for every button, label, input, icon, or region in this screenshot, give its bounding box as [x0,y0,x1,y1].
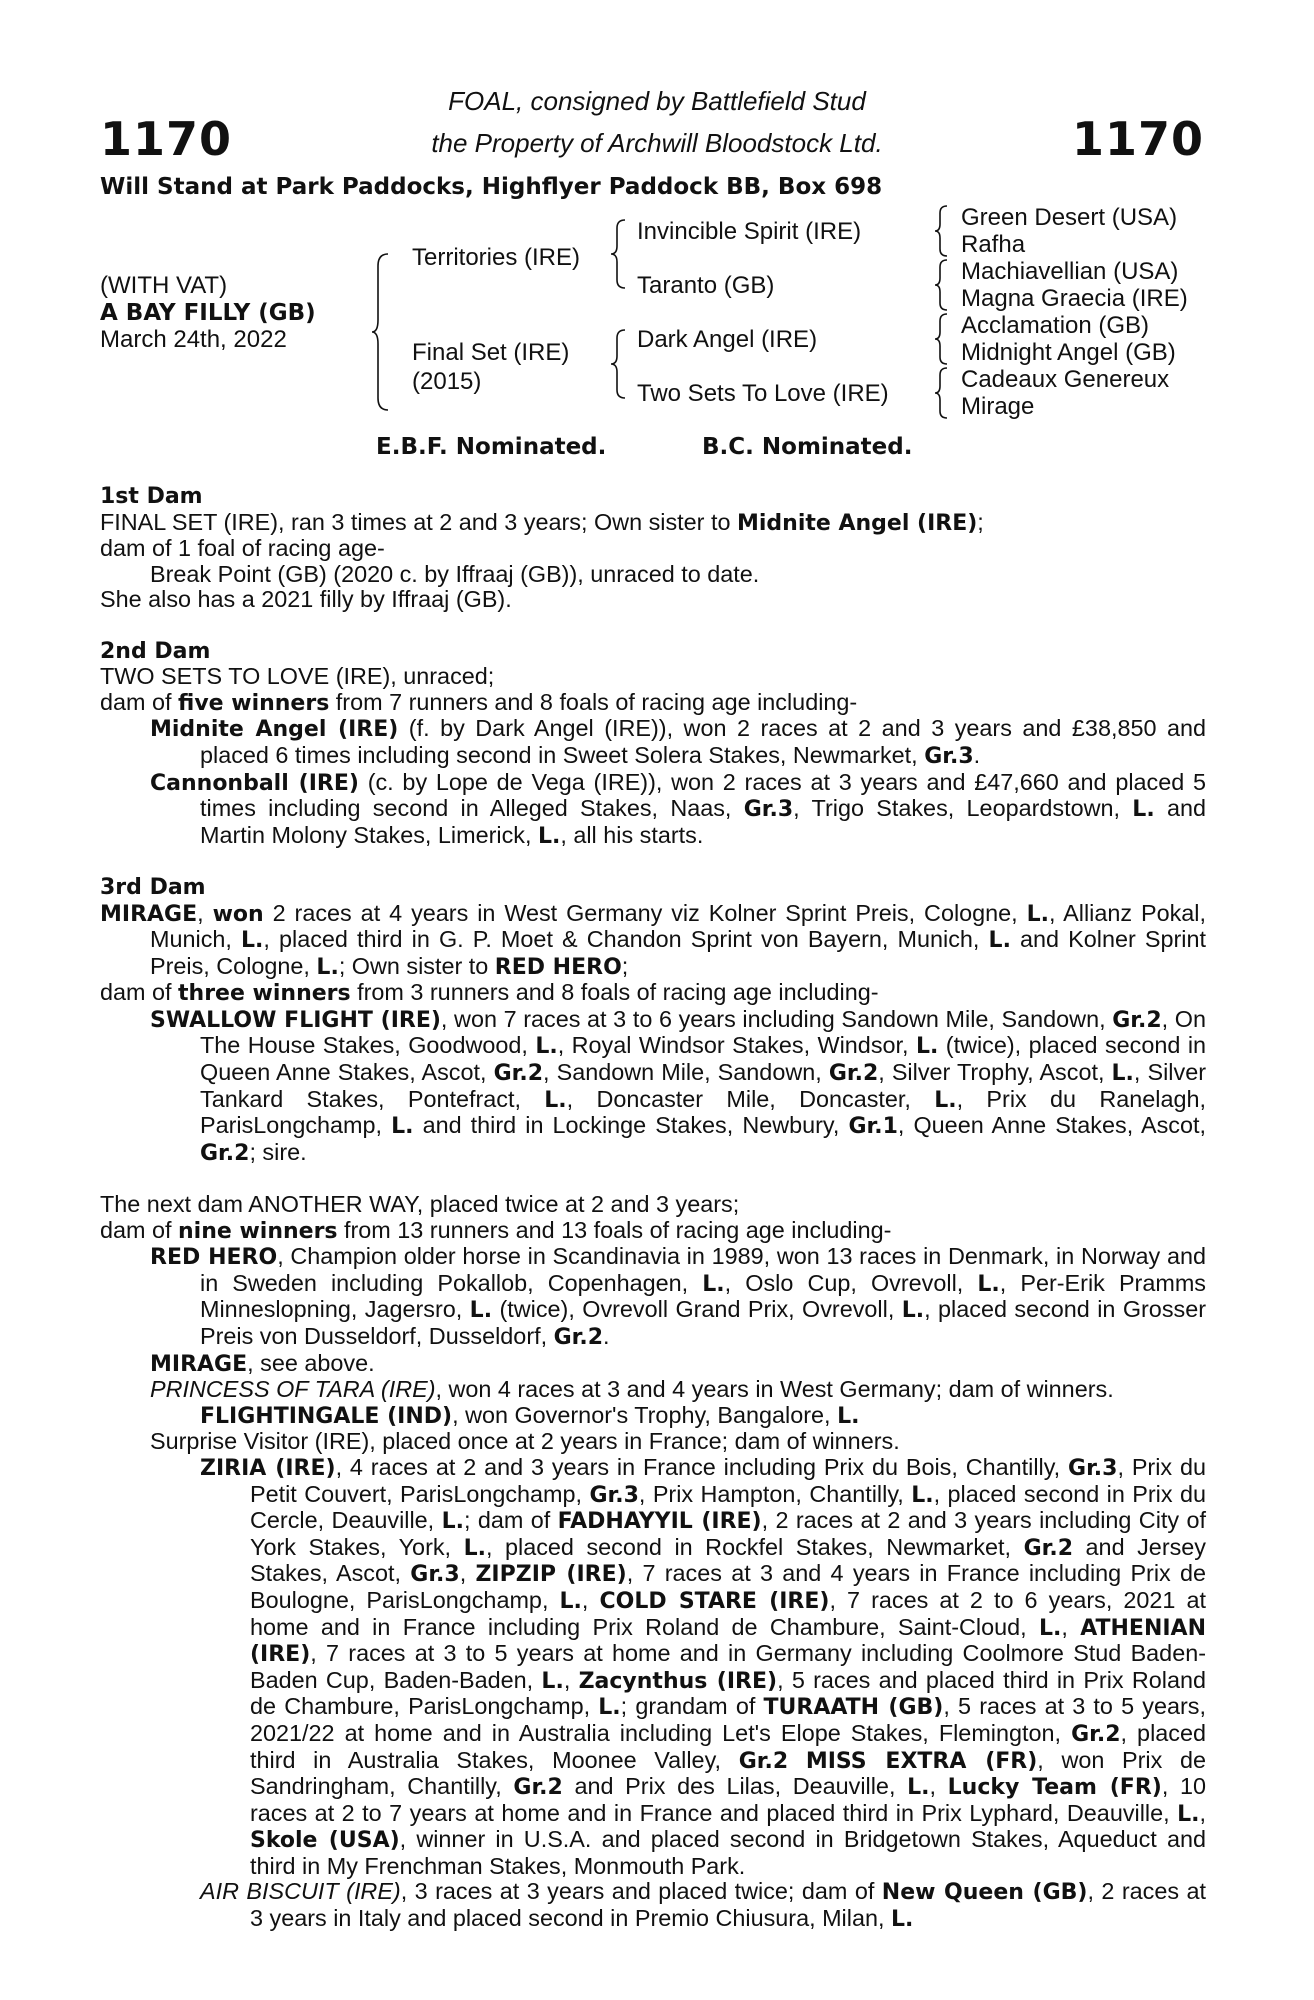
consignor-line-2: the Property of Archwill Bloodstock Ltd. [431,128,883,158]
ebf-nomination: E.B.F. Nominated. [376,434,607,460]
pedigree-sire: Territories (IRE) [412,244,581,271]
pedigree-g3-6: Midnight Angel (GB) [961,339,1176,366]
lot-number-left: 1170 [100,112,233,166]
bc-nomination: B.C. Nominated. [702,434,913,460]
pedigree-sire-sire: Invincible Spirit (IRE) [637,218,862,245]
stand-location: Will Stand at Park Paddocks, Highflyer Paddock BB, Box 698 [100,174,883,200]
family-text: 1st Dam FINAL SET (IRE), ran 3 times at 2 and 3 years; Own sister to Midnite Angel (IRE); dam of 1 foal of racing age- Break Point (GB) (2020 c. by Iffraaj (GB)), unraced to date. She also has a 2021 filly by Iffraaj (GB). 2nd Dam TWO SETS TO LOVE (IRE), unraced; dam of five winners from 7 runners and 8 foals of racing age including- Midnite Angel (IRE) (f. by Dark Angel (IRE)), won 2 races at 2 and 3 years and £38,850 and placed 6 times including second in Sweet Solera Stakes, Newmarket, Gr.3. Cannonball (IRE) (c. by Lope de Vega (IRE)), won 2 races at 3 years and £47,660 and placed 5 times including second in Alleged Stakes, Naas, Gr.3, Trigo Stakes, Leopardstown, L. and Martin Molony Stakes, Limerick, L., all his starts. 3rd Dam MIRAGE, won 2 races at 4 years in West Germany viz Kolner Sprint Preis, Cologne, L., Allianz Pokal, Munich, L., placed third in G. P. Moet & Chandon Sprint von Bayern, Munich, L. and Kolner Sprint Preis, Cologne, L.; Own sister to RED HERO; dam of three winners from 3 runners and 8 foals of racing age including- SWALLOW FLIGHT (IRE), won 7 races at 3 to 6 years including Sandown Mile, Sandown, Gr.2, On The House Stakes, Goodwood, L., Royal Windsor Stakes, Windsor, L. (twice), placed second in Queen Anne Stakes, Ascot, Gr.2, Sandown Mile, Sandown, Gr.2, Silver Trophy, Ascot, L., Silver Tankard Stakes, Pontefract, L., Doncaster Mile, Doncaster, L., Prix du Ranelagh, ParisLongchamp, L. and third in Lockinge Stakes, Newbury, Gr.1, Queen Anne Stakes, Ascot, Gr.2; sire. The next dam ANOTHER WAY, placed twice at 2 and 3 years; dam of nine winners from 13 runners and 13 foals of racing age including- RED HERO, Champion older horse in Scandinavia in 1989, won 13 races in Denmark, in Norway and in Sweden including Pokallob, Copenhagen, L., Oslo Cup, Ovrevoll, L., Per-Erik Pramms Minneslopning, Jagersro, L. (twice), Ovrevoll Grand Prix, Ovrevoll, L., placed second in Grosser Preis von Dusseldorf, Dusseldorf, Gr.2. MIRAGE, see above. PRINCESS OF TARA (IRE), won 4 races at 3 and 4 years in West Germany; dam of winners. FLIGHTINGALE (IND), won Governor's Trophy, Bangalore, L. Surprise Visitor (IRE), placed once at 2 years in France; dam of winners. ZIRIA (IRE), 4 races at 2 and 3 years in France including Prix du Bois, Chantilly, Gr.3, Prix du Petit Couvert, ParisLongchamp, Gr.3, Prix Hampton, Chantilly, L., placed second in Prix du Cercle, Deauville, L.; dam of FADHAYYIL (IRE), 2 races at 2 and 3 years including City of York Stakes, York, L., placed second in Rockfel Stakes, Newmarket, Gr.2 and Jersey Stakes, Ascot, Gr.3, ZIPZIP (IRE), 7 races at 3 and 4 years in France including Prix de Boulogne, ParisLongchamp, L., COLD STARE (IRE), 7 races at 2 to 6 years, 2021 at home and in France including Prix Roland de Chambure, Saint-Cloud, L., ATHENIAN (IRE), 7 races at 3 to 5 years at home and in Germany including Coolmore Stud Baden-Baden Cup, Baden-Baden, L., Zacynthus (IRE), 5 races and placed third in Prix Roland de Chambure, ParisLongchamp, L.; grandam of TURAATH (GB), 5 races at 3 to 5 years, 2021/22 at home and in Australia including Let's Elope Stakes, Flemington, Gr.2, placed third in Australia Stakes, Moonee Valley, Gr.2 MISS EXTRA (FR), won Prix de Sandringham, Chantilly, Gr.2 and Prix des Lilas, Deauville, L., Lucky Team (FR), 10 races at 2 to 7 years at home and in France and placed third in Prix Lyphard, Deauville, L., Skole (USA), winner in U.S.A. and placed second in Bridgetown Stakes, Aqueduct and third in My Frenchman Stakes, Monmouth Park. AIR BISCUIT (IRE), 3 races at 3 years and placed twice; dam of New Queen (GB), 2 races at 3 years in Italy and placed second in Premio Chiusura, Milan, L. [100,484,1207,1933]
lot-number-right: 1170 [1071,112,1204,166]
pedigree-g3-3: Machiavellian (USA) [961,258,1179,285]
produce-ziria: ZIRIA (IRE), 4 races at 2 and 3 years in France including Prix du Bois, Chantilly, Gr.3, Prix du Petit Couvert, ParisLongchamp, Gr.3, Prix Hampton, Chantilly, L., placed second in Prix du Cercle, Deauville, L.; dam of FADHAYYIL (IRE), 2 races at 2 and 3 years including City of York Stakes, York, L., placed second in Rockfel Stakes, Newmarket, Gr.2 and Jersey Stakes, Ascot, Gr.3, ZIPZIP (IRE), 7 races at 3 and 4 years in France including Prix de Boulogne, ParisLongchamp, L., COLD STARE (IRE), 7 races at 2 to 6 years, 2021 at home and in France including Prix Roland de Chambure, Saint-Cloud, L., ATHENIAN (IRE), 7 races at 3 to 5 years at home and in Germany including Coolmore Stud Baden-Baden Cup, Baden-Baden, L., Zacynthus (IRE), 5 races and placed third in Prix Roland de Chambure, ParisLongchamp, L.; grandam of TURAATH (GB), 5 races at 3 to 5 years, 2021/22 at home and in Australia including Let's Elope Stakes, Flemington, Gr.2, placed third in Australia Stakes, Moonee Valley, Gr.2 MISS EXTRA (FR), won Prix de Sandringham, Chantilly, Gr.2 and Prix des Lilas, Deauville, L., Lucky Team (FR), 10 races at 2 to 7 years at home and in France and placed third in Prix Lyphard, Deauville, L., Skole (USA), winner in U.S.A. and placed second in Bridgetown Stakes, Aqueduct and third in My Frenchman Stakes, Monmouth Park. [200,1453,1207,1879]
produce-cannonball: Cannonball (IRE) (c. by Lope de Vega (IRE)), won 2 races at 3 years and £47,660 and placed 5 times including second in Alleged Stakes, Naas, Gr.3, Trigo Stakes, Leopardstown, L. and Martin Molony Stakes, Limerick, L., all his starts. [150,768,1207,849]
pedigree-dam-year: (2015) [412,368,482,395]
produce-flightingale: FLIGHTINGALE (IND), won Governor's Trophy, Bangalore, L. [200,1401,860,1429]
pedigree-brace-main [372,252,392,412]
foaling-date: March 24th, 2022 [100,326,287,353]
produce-red-hero: RED HERO, Champion older horse in Scandinavia in 1989, won 13 races in Denmark, in Norway and in Sweden including Pokallob, Copenhagen, L., Oslo Cup, Ovrevoll, L., Per-Erik Pramms Minneslopning, Jagersro, L. (twice), Ovrevoll Grand Prix, Ovrevoll, L., placed second in Grosser Preis von Dusseldorf, Dusseldorf, Gr.2. [150,1243,1207,1350]
pedigree-g3-7: Cadeaux Genereux [961,366,1170,393]
pedigree-brace-sire [611,218,629,290]
pedigree-dam-sire: Dark Angel (IRE) [637,326,818,353]
pedigree-g3-5: Acclamation (GB) [961,312,1150,339]
first-dam-summary: FINAL SET (IRE), ran 3 times at 2 and 3 years; Own sister to Midnite Angel (IRE); [100,508,984,536]
pedigree-brace-g3-2 [935,258,951,312]
pedigree-dam-dam: Two Sets To Love (IRE) [637,380,889,407]
third-dam-heading: 3rd Dam [100,874,206,900]
first-dam-produce: Break Point (GB) (2020 c. by Iffraaj (GB)), unraced to date. [150,560,760,587]
second-dam-summary: TWO SETS TO LOVE (IRE), unraced; [100,663,495,690]
pedigree-brace-dam [611,328,629,400]
pedigree-g3-2: Rafha [961,231,1026,258]
horse-description: A BAY FILLY (GB) [100,300,316,326]
produce-swallow-flight: SWALLOW FLIGHT (IRE), won 7 races at 3 to 6 years including Sandown Mile, Sandown, Gr.2, On The House Stakes, Goodwood, L., Royal Windsor Stakes, Windsor, L. (twice), placed second in Queen Anne Stakes, Ascot, Gr.2, Sandown Mile, Sandown, Gr.2, Silver Trophy, Ascot, L., Silver Tankard Stakes, Pontefract, L., Doncaster Mile, Doncaster, L., Prix du Ranelagh, ParisLongchamp, L. and third in Lockinge Stakes, Newbury, Gr.1, Queen Anne Stakes, Ascot, Gr.2; sire. [150,1005,1207,1166]
pedigree-g3-1: Green Desert (USA) [961,204,1178,231]
next-dam-summary: The next dam ANOTHER WAY, placed twice at 2 and 3 years; [100,1191,740,1218]
vat-label: (WITH VAT) [100,272,228,299]
pedigree-brace-g3-3 [935,312,951,366]
produce-surprise-visitor: Surprise Visitor (IRE), placed once at 2 years in France; dam of winners. [150,1428,900,1455]
pedigree-dam: Final Set (IRE) [412,339,570,366]
consignor-line-1: FOAL, consigned by Battlefield Stud [448,86,866,116]
second-dam-heading: 2nd Dam [100,638,211,664]
pedigree-brace-g3-4 [935,366,951,420]
produce-mirage: MIRAGE, see above. [150,1349,375,1377]
pedigree-brace-g3-1 [935,204,951,258]
produce-princess-of-tara: PRINCESS OF TARA (IRE), won 4 races at 3 and 4 years in West Germany; dam of winners. [150,1376,1114,1403]
pedigree-g3-8: Mirage [961,393,1035,420]
pedigree-sire-dam: Taranto (GB) [637,272,775,299]
first-dam-heading: 1st Dam [100,484,203,509]
pedigree-g3-4: Magna Graecia (IRE) [961,285,1188,312]
produce-air-biscuit: AIR BISCUIT (IRE), 3 races at 3 years and placed twice; dam of New Queen (GB), 2 races at 3 years in Italy and placed second in Premio Chiusura, Milan, L. [200,1878,1206,1933]
produce-midnite-angel: Midnite Angel (IRE) (f. by Dark Angel (IRE)), won 2 races at 2 and 3 years and £38,850 and placed 6 times including second in Sweet Solera Stakes, Newmarket, Gr.3. [150,715,1206,769]
third-dam-summary: MIRAGE, won 2 races at 4 years in West Germany viz Kolner Sprint Preis, Cologne, L., Allianz Pokal, Munich, L., placed third in G. P. Moet & Chandon Sprint von Bayern, Munich, L. and Kolner Sprint Preis, Cologne, L.; Own sister to RED HERO; [100,899,1206,980]
